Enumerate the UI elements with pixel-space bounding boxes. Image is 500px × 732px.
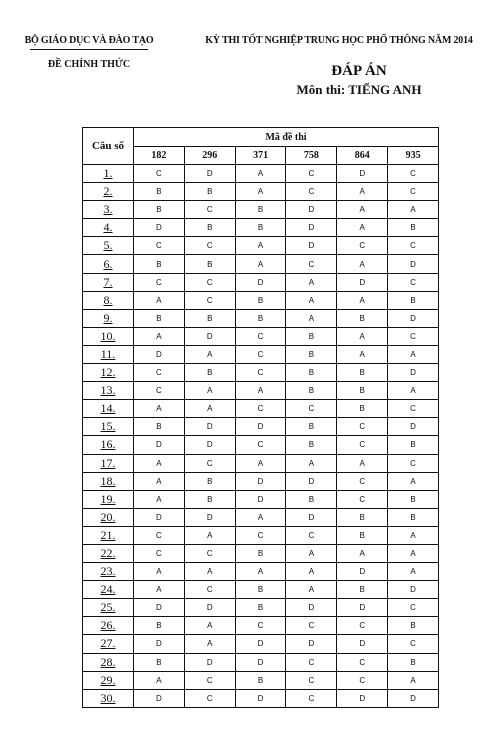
answer-cell: D <box>184 599 235 617</box>
answer-cell: D <box>134 345 185 363</box>
answer-cell: B <box>235 671 286 689</box>
answer-cell: D <box>337 273 388 291</box>
question-number: 29. <box>83 671 134 689</box>
answer-cell: D <box>337 165 388 183</box>
question-number: 27. <box>83 635 134 653</box>
answer-cell: C <box>337 472 388 490</box>
answer-cell: D <box>286 635 337 653</box>
answer-cell: C <box>286 653 337 671</box>
answer-cell: C <box>235 364 286 382</box>
ministry-name: BỘ GIÁO DỤC VÀ ĐÀO TẠO <box>24 35 154 46</box>
answer-cell: D <box>134 508 185 526</box>
answer-cell: C <box>388 400 439 418</box>
answer-cell: A <box>337 454 388 472</box>
answer-cell: C <box>286 617 337 635</box>
question-number: 2. <box>83 183 134 201</box>
answer-cell: D <box>286 219 337 237</box>
document-title: ĐÁP ÁN <box>331 63 387 79</box>
answer-cell: A <box>286 544 337 562</box>
answer-cell: A <box>235 508 286 526</box>
exam-code-header: 758 <box>286 147 337 165</box>
question-number: 22. <box>83 544 134 562</box>
answer-cell: C <box>286 400 337 418</box>
answer-cell: C <box>184 273 235 291</box>
answer-cell: D <box>134 599 185 617</box>
table-row <box>83 273 439 291</box>
answer-cell: A <box>337 327 388 345</box>
answer-cell: A <box>286 563 337 581</box>
answer-cell: D <box>184 436 235 454</box>
answer-cell: C <box>184 544 235 562</box>
answer-cell: B <box>388 653 439 671</box>
table-row <box>83 617 439 635</box>
answer-cell: D <box>235 635 286 653</box>
table-row <box>83 291 439 309</box>
table-row <box>83 364 439 382</box>
answer-cell: A <box>388 472 439 490</box>
answer-cell: D <box>337 689 388 707</box>
answer-cell: C <box>134 544 185 562</box>
question-number: 16. <box>83 436 134 454</box>
answer-cell: C <box>235 345 286 363</box>
answer-cell: C <box>388 454 439 472</box>
answer-cell: C <box>134 165 185 183</box>
answer-cell: D <box>184 508 235 526</box>
answer-cell: C <box>286 165 337 183</box>
exam-code-group-header: Mã đề thi <box>134 128 439 147</box>
table-row <box>83 490 439 508</box>
table-row <box>83 689 439 707</box>
answer-cell: B <box>235 544 286 562</box>
table-row <box>83 327 439 345</box>
exam-code-row <box>83 147 439 165</box>
answer-cell: A <box>388 382 439 400</box>
answer-cell: B <box>337 526 388 544</box>
answer-cell: B <box>286 345 337 363</box>
answer-cell: A <box>235 454 286 472</box>
answer-cell: C <box>134 382 185 400</box>
answer-cell: D <box>286 237 337 255</box>
answer-cell: A <box>235 183 286 201</box>
answer-cell: D <box>235 418 286 436</box>
table-row <box>83 255 439 273</box>
answer-cell: D <box>286 472 337 490</box>
answer-cell: A <box>388 671 439 689</box>
answer-cell: D <box>134 689 185 707</box>
exam-code-header: 296 <box>184 147 235 165</box>
answer-cell: B <box>337 400 388 418</box>
table-row <box>83 544 439 562</box>
answer-cell: C <box>184 291 235 309</box>
answer-cell: A <box>134 291 185 309</box>
answer-cell: A <box>337 201 388 219</box>
question-number: 8. <box>83 291 134 309</box>
answer-cell: A <box>134 400 185 418</box>
answer-cell: A <box>134 581 185 599</box>
question-number: 30. <box>83 689 134 707</box>
answer-cell: A <box>337 183 388 201</box>
question-number: 25. <box>83 599 134 617</box>
answer-cell: B <box>388 490 439 508</box>
table-row <box>83 165 439 183</box>
answer-cell: D <box>235 472 286 490</box>
answer-cell: C <box>388 183 439 201</box>
question-number: 10. <box>83 327 134 345</box>
exam-code-header: 935 <box>388 147 439 165</box>
answer-cell: A <box>337 291 388 309</box>
ministry-underline <box>30 49 148 50</box>
answer-cell: A <box>184 617 235 635</box>
question-number: 6. <box>83 255 134 273</box>
answer-cell: D <box>388 309 439 327</box>
answer-cell: B <box>134 617 185 635</box>
exam-name: KỲ THI TỐT NGHIỆP TRUNG HỌC PHỔ THÔNG NĂM 2014 <box>205 35 473 46</box>
answer-cell: B <box>235 309 286 327</box>
answer-cell: A <box>235 382 286 400</box>
question-number: 4. <box>83 219 134 237</box>
answer-cell: B <box>134 201 185 219</box>
answer-cell: C <box>286 183 337 201</box>
answer-cell: B <box>235 291 286 309</box>
answer-cell: D <box>184 653 235 671</box>
answer-cell: B <box>337 581 388 599</box>
answer-cell: A <box>388 563 439 581</box>
answer-cell: D <box>388 581 439 599</box>
table-row <box>83 454 439 472</box>
answer-cell: C <box>337 653 388 671</box>
answer-cell: D <box>184 165 235 183</box>
answer-cell: C <box>388 165 439 183</box>
answer-cell: C <box>134 364 185 382</box>
answer-cell: C <box>184 454 235 472</box>
answer-cell: B <box>134 418 185 436</box>
question-number: 28. <box>83 653 134 671</box>
answer-cell: B <box>134 183 185 201</box>
answer-cell: C <box>184 581 235 599</box>
answer-cell: C <box>337 490 388 508</box>
answer-cell: B <box>184 255 235 273</box>
answer-cell: D <box>388 418 439 436</box>
answer-cell: A <box>235 563 286 581</box>
answer-cell: B <box>337 382 388 400</box>
answer-cell: C <box>235 526 286 544</box>
answer-cell: C <box>337 237 388 255</box>
question-number: 17. <box>83 454 134 472</box>
answer-cell: B <box>235 219 286 237</box>
answer-cell: A <box>337 219 388 237</box>
answer-cell: D <box>388 689 439 707</box>
answer-cell: B <box>388 219 439 237</box>
question-number: 20. <box>83 508 134 526</box>
answer-cell: B <box>388 436 439 454</box>
answer-cell: A <box>134 327 185 345</box>
answer-cell: C <box>286 255 337 273</box>
answer-cell: B <box>337 364 388 382</box>
answer-cell: B <box>337 309 388 327</box>
question-number: 18. <box>83 472 134 490</box>
answer-cell: C <box>286 526 337 544</box>
answer-cell: B <box>184 183 235 201</box>
exam-code-header: 182 <box>134 147 185 165</box>
answer-cell: B <box>388 508 439 526</box>
answer-cell: A <box>337 255 388 273</box>
answer-cell: B <box>184 364 235 382</box>
table-row <box>83 309 439 327</box>
answer-rows <box>83 165 439 708</box>
answer-cell: B <box>184 490 235 508</box>
official-label: ĐỀ CHÍNH THỨC <box>47 59 131 70</box>
answer-cell: C <box>337 436 388 454</box>
answer-cell: D <box>337 599 388 617</box>
table-row <box>83 653 439 671</box>
table-row <box>83 599 439 617</box>
answer-cell: B <box>286 327 337 345</box>
answer-cell: A <box>235 165 286 183</box>
exam-code-header: 371 <box>235 147 286 165</box>
answer-cell: B <box>184 472 235 490</box>
answer-cell: D <box>184 327 235 345</box>
answer-cell: D <box>235 689 286 707</box>
answer-cell: C <box>184 671 235 689</box>
question-number: 24. <box>83 581 134 599</box>
answer-cell: B <box>286 382 337 400</box>
answer-cell: A <box>286 581 337 599</box>
question-number: 14. <box>83 400 134 418</box>
question-number: 5. <box>83 237 134 255</box>
question-number: 1. <box>83 165 134 183</box>
answer-cell: C <box>337 617 388 635</box>
answer-cell: B <box>286 364 337 382</box>
answer-cell: D <box>388 255 439 273</box>
table-row <box>83 508 439 526</box>
answer-cell: D <box>388 364 439 382</box>
answer-cell: A <box>134 490 185 508</box>
issuer-block <box>14 35 164 70</box>
answer-cell: D <box>337 563 388 581</box>
answer-cell: A <box>286 454 337 472</box>
answer-cell: C <box>134 237 185 255</box>
answer-cell: A <box>337 345 388 363</box>
answer-cell: C <box>388 599 439 617</box>
answer-cell: C <box>134 273 185 291</box>
question-number: 19. <box>83 490 134 508</box>
answer-cell: A <box>184 563 235 581</box>
exam-block <box>186 35 492 98</box>
answer-cell: C <box>235 400 286 418</box>
answer-cell: A <box>134 671 185 689</box>
answer-cell: D <box>235 490 286 508</box>
table-row <box>83 418 439 436</box>
exam-code-header: 864 <box>337 147 388 165</box>
answer-cell: C <box>134 526 185 544</box>
answer-cell: A <box>134 472 185 490</box>
answer-cell: A <box>184 382 235 400</box>
answer-cell: B <box>388 617 439 635</box>
answer-cell: B <box>235 201 286 219</box>
table-row <box>83 183 439 201</box>
answer-cell: B <box>134 653 185 671</box>
answer-cell: A <box>388 526 439 544</box>
question-number: 3. <box>83 201 134 219</box>
question-number: 12. <box>83 364 134 382</box>
answer-cell: A <box>184 635 235 653</box>
subject-label: Môn thi: TIẾNG ANH <box>296 82 422 97</box>
answer-cell: A <box>134 563 185 581</box>
answer-cell: C <box>388 237 439 255</box>
answer-cell: C <box>235 617 286 635</box>
answer-key-table <box>82 127 439 708</box>
answer-cell: B <box>235 599 286 617</box>
answer-cell: C <box>337 418 388 436</box>
answer-cell: D <box>286 599 337 617</box>
answer-cell: B <box>184 309 235 327</box>
answer-cell: C <box>235 436 286 454</box>
answer-cell: C <box>184 201 235 219</box>
answer-cell: A <box>235 255 286 273</box>
question-number: 26. <box>83 617 134 635</box>
answer-cell: A <box>184 400 235 418</box>
answer-cell: C <box>184 237 235 255</box>
answer-cell: C <box>388 273 439 291</box>
question-column-header: Câu số <box>83 128 134 165</box>
answer-cell: D <box>286 508 337 526</box>
question-number: 21. <box>83 526 134 544</box>
answer-cell: B <box>134 309 185 327</box>
answer-cell: B <box>184 219 235 237</box>
answer-cell: A <box>184 526 235 544</box>
answer-cell: C <box>286 671 337 689</box>
table-row <box>83 201 439 219</box>
table-row <box>83 382 439 400</box>
table-row <box>83 219 439 237</box>
answer-cell: D <box>235 653 286 671</box>
answer-cell: C <box>184 689 235 707</box>
answer-cell: A <box>184 345 235 363</box>
table-row <box>83 581 439 599</box>
answer-cell: D <box>337 635 388 653</box>
question-number: 23. <box>83 563 134 581</box>
table-row <box>83 671 439 689</box>
table-row <box>83 237 439 255</box>
table-header-row <box>83 128 439 147</box>
answer-cell: B <box>286 418 337 436</box>
answer-cell: D <box>134 635 185 653</box>
table-row <box>83 345 439 363</box>
answer-cell: A <box>235 237 286 255</box>
answer-cell: B <box>337 508 388 526</box>
answer-cell: C <box>235 327 286 345</box>
answer-cell: A <box>388 201 439 219</box>
table-row <box>83 436 439 454</box>
table-row <box>83 563 439 581</box>
answer-cell: B <box>235 581 286 599</box>
answer-cell: A <box>388 544 439 562</box>
answer-cell: D <box>286 201 337 219</box>
question-number: 7. <box>83 273 134 291</box>
question-number: 13. <box>83 382 134 400</box>
answer-cell: B <box>286 436 337 454</box>
answer-cell: D <box>134 436 185 454</box>
answer-cell: B <box>134 255 185 273</box>
table-row <box>83 635 439 653</box>
answer-cell: C <box>286 689 337 707</box>
answer-cell: D <box>134 219 185 237</box>
question-number: 11. <box>83 345 134 363</box>
answer-cell: A <box>286 273 337 291</box>
answer-cell: C <box>337 671 388 689</box>
table-row <box>83 400 439 418</box>
answer-cell: B <box>286 490 337 508</box>
answer-cell: D <box>235 273 286 291</box>
answer-cell: A <box>337 544 388 562</box>
table-row <box>83 526 439 544</box>
answer-cell: C <box>388 635 439 653</box>
answer-cell: A <box>134 454 185 472</box>
answer-cell: B <box>388 291 439 309</box>
answer-cell: C <box>388 327 439 345</box>
answer-cell: D <box>184 418 235 436</box>
answer-cell: A <box>286 291 337 309</box>
question-number: 15. <box>83 418 134 436</box>
answer-cell: A <box>388 345 439 363</box>
table-row <box>83 472 439 490</box>
question-number: 9. <box>83 309 134 327</box>
answer-cell: A <box>286 309 337 327</box>
